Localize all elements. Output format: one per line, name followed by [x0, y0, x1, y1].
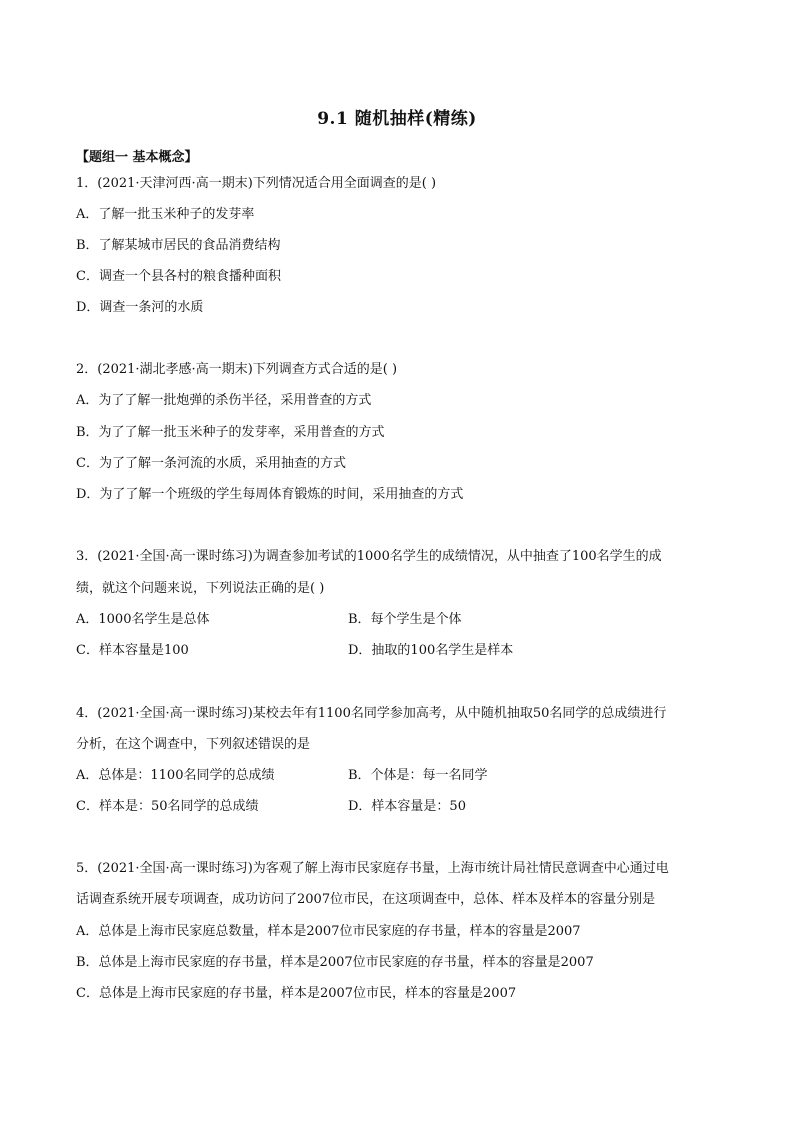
q3-option-a: A．1000名学生是总体	[76, 612, 210, 627]
q3-stem-line1: 3．(2021·全国·高一课时练习)为调查参加考试的1000名学生的成绩情况，从中抽查了100名学生的成	[76, 549, 662, 564]
q3-option-b: B．每个学生是个体	[348, 612, 462, 627]
q5-stem-line1: 5．(2021·全国·高一课时练习)为客观了解上海市民家庭存书量，上海市统计局社情民意调查中心通过电	[76, 861, 669, 876]
q1-stem: 1．(2021·天津河西·高一期末)下列情况适合用全面调查的是( )	[76, 176, 437, 191]
q1-option-a: A．了解一批玉米种子的发芽率	[76, 207, 255, 222]
q4-option-c: C．样本是：50名同学的总成绩	[76, 799, 259, 814]
q1-option-d: D．调查一条河的水质	[76, 300, 204, 315]
q5-option-b: B．总体是上海市民家庭的存书量，样本是2007位市民家庭的存书量，样本的容量是2007	[76, 955, 594, 970]
q2-option-b: B．为了了解一批玉米种子的发芽率，采用普查的方式	[76, 425, 385, 440]
q2-option-a: A．为了了解一批炮弹的杀伤半径，采用普查的方式	[76, 393, 372, 408]
q2-option-d: D．为了了解一个班级的学生每周体育锻炼的时间，采用抽查的方式	[76, 487, 464, 502]
q1-option-b: B．了解某城市居民的食品消费结构	[76, 238, 281, 253]
q4-option-a: A．总体是：1100名同学的总成绩	[76, 768, 275, 783]
q3-option-d: D．抽取的100名学生是样本	[348, 643, 514, 658]
section-heading: 【题组一 基本概念】	[76, 150, 198, 165]
page-title: 9.1 随机抽样(精练)	[317, 109, 477, 129]
q5-stem-line2: 话调查系统开展专项调查，成功访问了2007位市民，在这项调查中，总体、样本及样本的容量分别是	[76, 892, 656, 907]
q4-option-b: B．个体是：每一名同学	[348, 768, 488, 783]
q2-option-c: C．为了了解一条河流的水质，采用抽查的方式	[76, 456, 346, 471]
q4-stem-line1: 4．(2021·全国·高一课时练习)某校去年有1100名同学参加高考，从中随机抽取50名同学的总成绩进行	[76, 706, 667, 721]
q5-option-a: A．总体是上海市民家庭总数量，样本是2007位市民家庭的存书量，样本的容量是2007	[76, 924, 581, 939]
q2-stem: 2．(2021·湖北孝感·高一期末)下列调查方式合适的是( )	[76, 362, 398, 377]
q4-stem-line2: 分析，在这个调查中，下列叙述错误的是	[76, 737, 311, 752]
q4-option-d: D．样本容量是：50	[348, 799, 466, 814]
q5-option-c: C．总体是上海市民家庭的存书量，样本是2007位市民，样本的容量是2007	[76, 986, 517, 1001]
q1-option-c: C．调查一个县各村的粮食播种面积	[76, 269, 281, 284]
q3-option-c: C．样本容量是100	[76, 643, 189, 658]
q3-stem-line2: 绩，就这个问题来说，下列说法正确的是( )	[76, 581, 325, 596]
